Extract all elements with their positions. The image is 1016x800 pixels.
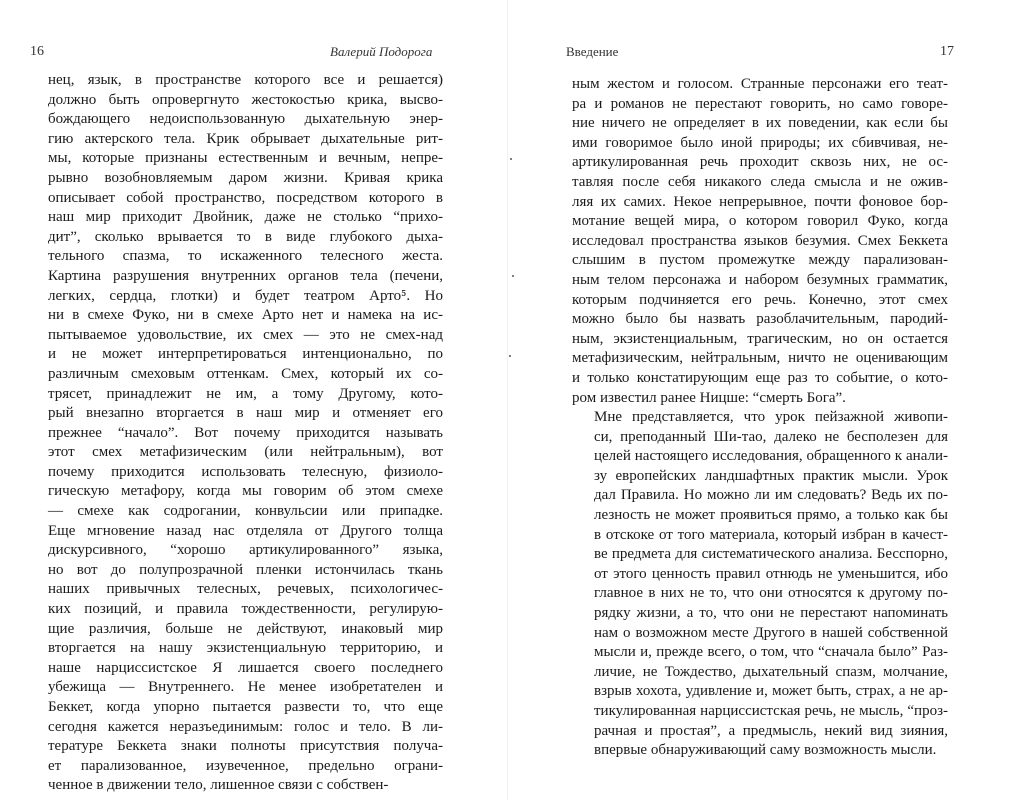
text-line: целей настоящего исследования, обращенного к анали- xyxy=(594,448,948,465)
text-line: ченное в движении тело, лишенное связи с собствен- xyxy=(48,777,389,794)
text-line: ра и романов не перестают говорить, но само говоре- xyxy=(572,95,948,112)
running-head: Введение xyxy=(566,44,619,59)
paragraph xyxy=(572,75,948,408)
text-line: рый внезапно вторгается в наш мир и отменяет его xyxy=(48,405,443,422)
text-line: убежища — Внутреннего. Не менее изобретателен и xyxy=(48,679,443,696)
page-number: 16 xyxy=(30,44,44,59)
text-line: но вот до полупрозрачной пленки истончилась ткань xyxy=(48,561,443,578)
text-line: описывает собой пространство, посредством которого в xyxy=(48,189,443,206)
text-line: ным жестом и голосом. Странные персонажи его теат- xyxy=(572,76,948,92)
text-line: сегодня кажется неразъединимым: голос и тело. В ли- xyxy=(48,718,443,735)
text-line: вторгается на нашу экзистенциальную территорию, и xyxy=(48,640,443,657)
text-line: бождающего недоиспользованную дыхательную энер- xyxy=(48,111,443,128)
text-line: нец, язык, в пространстве которого все и решается) xyxy=(48,72,443,88)
running-head: Валерий Подорога xyxy=(330,44,433,59)
text-line: исследовал пространства языков безумия. Смех Беккета xyxy=(572,232,948,249)
text-line: щие различия, больше не действуют, инаковый мир xyxy=(48,620,443,637)
text-line: си, преподанный Ши-тао, далеко не бесполезен для xyxy=(594,428,948,445)
text-line: должно быть опровергнуто жестокостью крика, высво- xyxy=(48,91,443,108)
text-line: рядку жизни, а то, что они не перестают напоминать xyxy=(594,605,948,622)
text-line: различным смеховым оттенкам. Смех, который их со- xyxy=(48,365,443,382)
text-line: тавляя после себя никакого следа смысла и не ожив- xyxy=(572,173,948,190)
text-line: рачная и простая”, а предмысль, некий вид зияния, xyxy=(594,722,948,739)
text-line: мы, которые признаны естественным и вечным, непре- xyxy=(48,150,443,167)
text-line: которым подчиняется его речь. Конечно, этот смех xyxy=(572,291,948,308)
text-line: дал Правила. Но можно ли им следовать? Ведь их по- xyxy=(594,487,948,504)
text-line: ни в смехе Фуко, ни в смехе Арто нет и намека на ис- xyxy=(48,307,443,324)
text-line: Мне представляется, что урок пейзажной живопи- xyxy=(594,409,948,426)
text-line: рывно возобновляемым даром жизни. Кривая крика xyxy=(48,169,443,186)
text-line: Беккет, когда упорно пытается развести то, что еще xyxy=(48,699,443,715)
text-line: в отскоке от того материала, который избран в качест- xyxy=(594,526,948,543)
page-number: 17 xyxy=(940,44,954,59)
text-line: мотание вещей мира, о котором говорил Фуко, когда xyxy=(572,213,948,230)
text-line: ляя их самих. Некое непрерывное, почти фоновое бор- xyxy=(572,193,948,210)
print-speck xyxy=(510,158,512,160)
text-line: нам о возможном месте Другого в нашей собственной xyxy=(594,624,948,641)
text-line: дит”, сколько врывается то в виде глубокого дыха- xyxy=(48,228,443,245)
text-line: метафизическим, нейтральным, ничто не оценивающим xyxy=(572,350,948,367)
text-line: гическую метафору, когда мы говорим об этом смехе xyxy=(48,483,443,500)
text-line: ром известил ранее Ницше: “смерть Бога”. xyxy=(572,389,846,406)
text-line: взрыв хохота, удивление и, может быть, страх, а не ар- xyxy=(594,683,948,700)
text-line: этот смех метафизическим (или нейтральным), вот xyxy=(48,444,443,461)
text-line: ным, экзистенциальным, трагическим, но он остается xyxy=(572,330,948,347)
text-line: ими говоримое было иной природы; их сбивчивая, не- xyxy=(572,134,948,151)
paragraph xyxy=(572,408,948,761)
text-line: и только констатирующим еще раз то событие, о кото- xyxy=(572,369,948,386)
text-line: наших привычных телесных, речевых, психологичес- xyxy=(48,581,443,598)
text-line: мысли и, прежде всего, о том, что “сначала было” Раз- xyxy=(594,644,948,661)
text-line: почему приходится использовать телесную, физиоло- xyxy=(48,463,443,480)
text-line: артикулированная речь проходит сквозь них, не ос- xyxy=(572,154,948,171)
print-speck xyxy=(509,355,511,357)
text-line: легких, сердца, глотки) и будет театром Арто⁵. Но xyxy=(48,287,443,304)
text-line: ет парализованное, изувеченное, предельно ограни- xyxy=(48,757,443,774)
text-line: можно было бы назвать разоблачительным, пародий- xyxy=(572,311,948,328)
paragraph xyxy=(48,71,443,796)
print-speck xyxy=(512,275,514,277)
text-line: ние ничего не определяет в их поведении, как если бы xyxy=(572,115,948,132)
text-line: слышим в пустом промежутке между парализован- xyxy=(572,252,948,269)
text-line: наш мир приходит Двойник, даже не столько “прихо- xyxy=(48,209,443,226)
text-line: и не может интерпретироваться интенционально, по xyxy=(48,346,443,363)
text-line: личие, не Тождество, дыхательный спазм, молчание, xyxy=(594,663,948,680)
text-line: лезность не может проявиться прямо, а только как бы xyxy=(594,507,948,524)
text-line: тельного спазма, то искаженного телесного жеста. xyxy=(48,248,443,265)
text-line: трясет, принадлежит не им, а тому Другому, кото- xyxy=(48,385,443,402)
text-line: наше нарциссистское Я лишается своего последнего xyxy=(48,659,443,676)
text-line: прежнее “начало”. Вот почему приходится называть xyxy=(48,424,443,441)
text-line: — смехе как содрогании, конвульсии или припадке. xyxy=(48,503,443,520)
text-line: Еще мгновение назад нас отделяла от Другого толща xyxy=(48,522,443,539)
text-line: от этого ценность правил отнюдь не уменьшится, ибо xyxy=(594,565,948,582)
gutter-divider xyxy=(507,0,508,800)
text-line: зу европейских ландшафтных практик мысли. Урок xyxy=(594,467,948,484)
text-line: ве предмета для систематического анализа. Бесспорно, xyxy=(594,546,948,563)
right-page-text xyxy=(572,75,948,761)
text-line: пытываемое удовольствие, их смех — это не смех-над xyxy=(48,326,443,343)
text-line: ких позиций, и правила тождественности, регулирую- xyxy=(48,601,443,618)
text-line: гию актерского тела. Крик обрывает дыхательные рит- xyxy=(48,130,443,147)
text-line: ным телом персонажа и набором безумных грамматик, xyxy=(572,271,948,288)
text-line: впервые обнаруживающий саму возможность мысли. xyxy=(594,742,937,759)
left-page-text xyxy=(48,71,443,796)
text-line: главное в них не то, что они относятся к другому по- xyxy=(594,585,948,602)
text-line: тикулированная нарциссистская речь, не мысль, “проз- xyxy=(594,703,948,719)
text-line: Картина разрушения внутренних органов тела (печени, xyxy=(48,267,443,284)
text-line: тературе Беккета знаки полноты присутствия получа- xyxy=(48,738,443,755)
text-line: дискурсивного, “хорошо артикулированного” языка, xyxy=(48,542,443,559)
